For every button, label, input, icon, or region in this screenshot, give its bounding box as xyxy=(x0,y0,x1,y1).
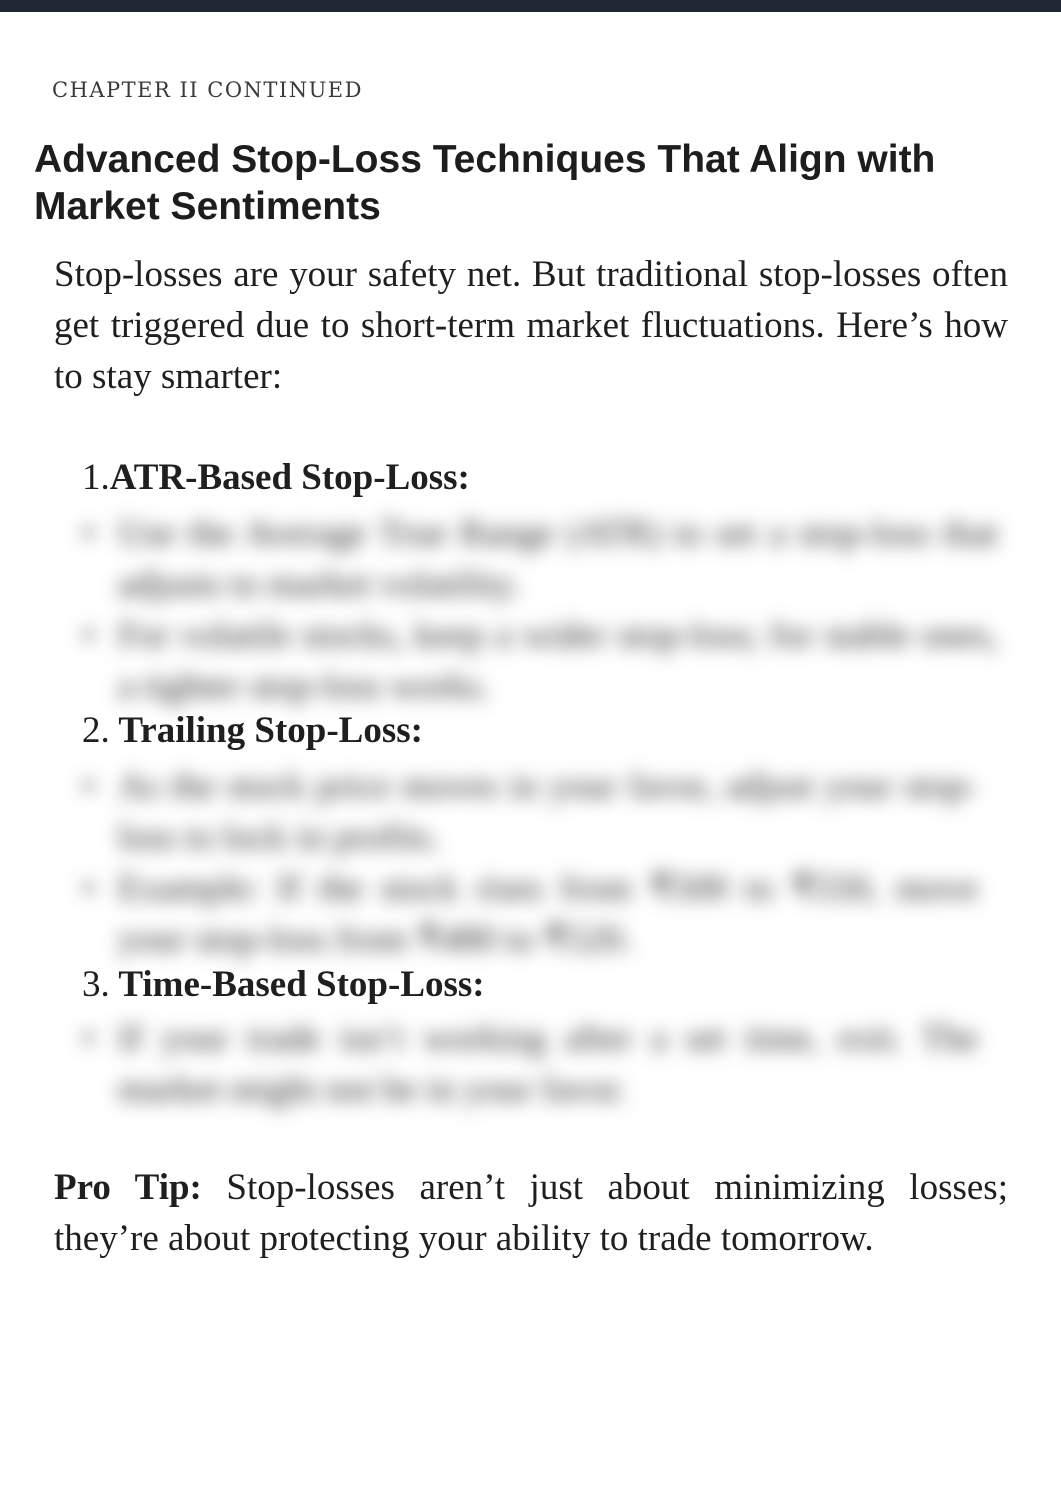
section-title: ATR-Based Stop-Loss: xyxy=(109,457,470,498)
section-heading-atr xyxy=(82,456,470,500)
section-heading-trailing xyxy=(82,709,423,753)
list-item: • For volatile stocks, keep a wider stop-loss; for stable ones, a tighter stop-loss works. xyxy=(78,610,998,712)
section-heading-time xyxy=(82,963,485,1007)
intro-paragraph: Stop-losses are your safety net. But traditional stop-losses often get triggered due to short-term market fluctuations. Here’s how to stay smarter: xyxy=(54,254,1008,397)
list-item: • Use the Average True Range (ATR) to set a stop-loss that adjusts to market volatility. xyxy=(78,508,998,610)
section-bullets-trailing xyxy=(78,761,978,965)
top-bar xyxy=(0,0,1061,12)
section-number: 2. xyxy=(82,710,110,751)
section-number: 1. xyxy=(82,457,110,498)
section-title: Time-Based Stop-Loss: xyxy=(118,964,485,1005)
section-bullets-atr xyxy=(78,508,998,712)
section-bullets-time xyxy=(78,1013,978,1115)
section-number: 3. xyxy=(82,964,110,1005)
list-item: • As the stock price moves in your favor, adjust your stop-loss to lock in profits. xyxy=(78,761,978,863)
list-item: • If your trade isn’t working after a set time, exit. The market might not be in your favor. xyxy=(78,1013,978,1115)
pro-tip-label: Pro Tip: xyxy=(54,1167,202,1208)
pro-tip-text: Stop-losses aren’t just about minimizing losses; they’re about protecting your ability to trade tomorrow. xyxy=(54,1167,1008,1259)
pro-tip xyxy=(54,1162,1008,1264)
list-item: • Example: If the stock rises from ₹500 to ₹550, move your stop-loss from ₹480 to ₹520. xyxy=(78,863,978,965)
section-title: Trailing Stop-Loss: xyxy=(118,710,423,751)
page-title: Advanced Stop-Loss Techniques That Align with Market Sentiments xyxy=(34,138,936,228)
chapter-label: CHAPTER II CONTINUED xyxy=(52,78,363,102)
